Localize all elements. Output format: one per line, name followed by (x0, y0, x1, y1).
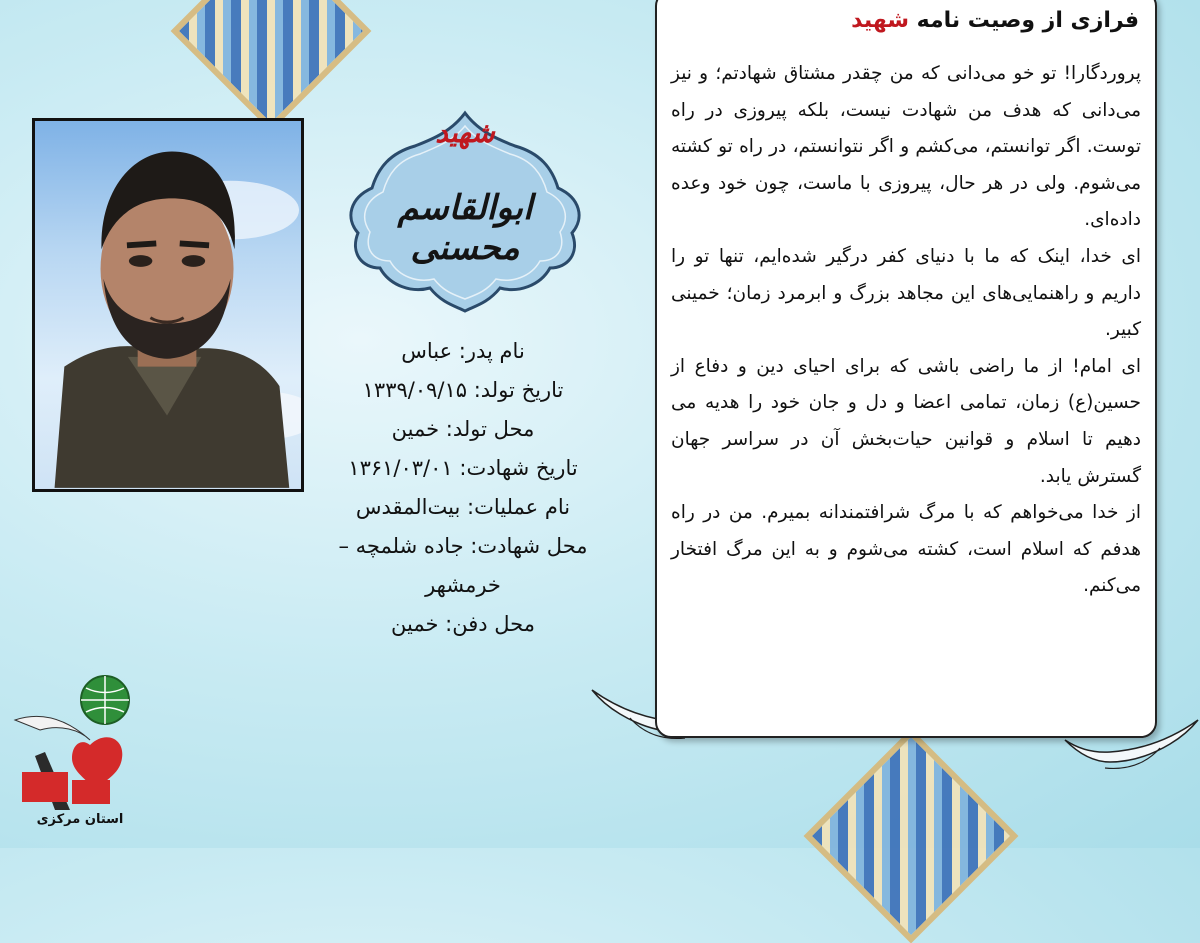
martyr-title-word: شهید (435, 116, 495, 149)
testament-title (851, 8, 1139, 33)
testament-paragraph: از خدا می‌خواهم که با مرگ شرافتمندانه بمیرم. من در راه هدفم که اسلام است، کشته می‌شوم و به این مرگ افتخار می‌کنم. (671, 502, 1141, 597)
testament-panel (655, 0, 1157, 738)
birth-place: محل تولد: خمین (391, 417, 535, 441)
bottom-tile-ornament (804, 729, 1019, 943)
birth-date: تاریخ تولد: ۱۳۳۹/۰۹/۱۵ (362, 378, 564, 402)
martyr-photo (32, 118, 304, 492)
martyr-name-badge (340, 108, 590, 313)
martyrdom-place-continued: خرمشهر (425, 573, 501, 597)
portrait-illustration (35, 121, 301, 489)
burial-place: محل دفن: خمین (391, 612, 535, 636)
father-name: نام پدر: عباس (401, 339, 525, 363)
foundation-logo (10, 660, 150, 840)
logo-province-text: استان مرکزی (36, 812, 124, 827)
biography-info (320, 332, 606, 644)
testament-text (671, 56, 1141, 605)
operation-name: نام عملیات: بیت‌المقدس (355, 495, 571, 519)
testament-paragraph: ای خدا، اینک که ما با دنیای کفر درگیر شده‌ایم، تنها تو را داریم و راهنمایی‌های این مجاهد بزرگ و ابرمرد زمان؛ خمینی کبیر. (671, 245, 1141, 341)
testament-paragraph: پروردگارا! تو خو می‌دانی که من چقدر مشتاق شهادتم؛ و نیز می‌دانی که هدف من شهادت نیست، بلکه پیروزی در راه توست. اگر توانستم، می‌کشم و اگر نتوانستم، در راه تو کشته می‌شوم. ولی در هر حال، پیروزی با ماست، چون خود وعده داده‌ای. (671, 63, 1141, 231)
martyrdom-date: تاریخ شهادت: ۱۳۶۱/۰۳/۰۱ (348, 456, 578, 480)
martyr-name: ابوالقاسم محسنی (397, 188, 533, 268)
testament-paragraph: ای امام! از ما راضی باشی که برای احیای دین و دفاع از حسین(ع) زمان، تمامی اعضا و دل و جان خود را هدیه می دهیم تا اسلام و قوانین حیات‌بخش آن در سراسر جهان گسترش یابد. (671, 355, 1141, 487)
testament-title-prefix: فرازی از وصیت نامه (916, 8, 1139, 33)
testament-title-accent: شهید (851, 8, 909, 33)
martyrdom-place: محل شهادت: جاده شلمچه – (338, 534, 588, 558)
